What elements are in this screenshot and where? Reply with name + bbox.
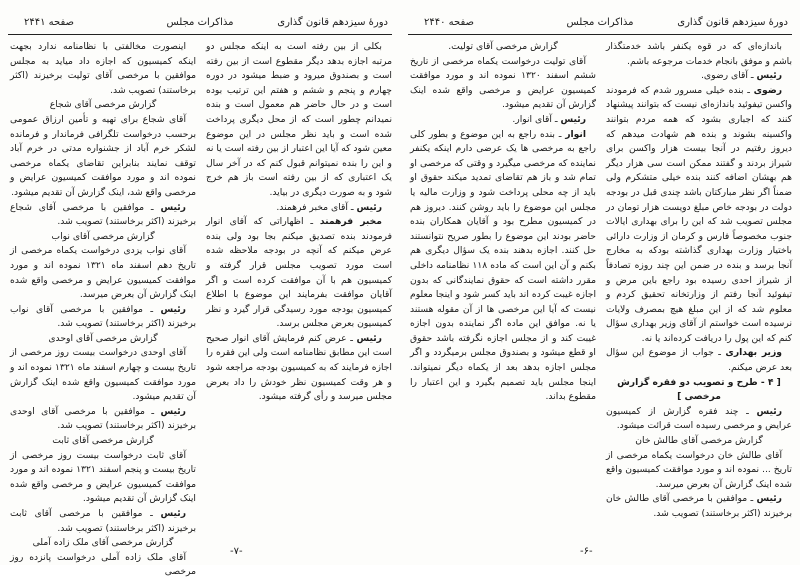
page-footer-number: -۷- [230,546,243,557]
speaker-paragraph [410,113,596,128]
speaker-paragraph [10,201,196,230]
body-paragraph: باندازه‌ای که در قوه یکنفر باشد خدمتگذار باشم و موفق بانجام خدمات مرجوعه باشم. [606,41,792,67]
page-2440 [400,0,800,565]
report-heading: گزارش مرخصی آقای اوحدی [48,332,158,344]
journal-title: مذاکرات مجلس [566,17,634,28]
body-paragraph: آقای ثابت درخواست بیست روز مرخصی از تاریخ بیست و پنجم اسفند ۱۳۲۱ نموده اند و مورد موافقت کمیسیون عرایض و مرخصی واقع شده اینک گزارش آن تقدیم میشود. [10,449,196,505]
dash-separator: ـ [747,70,757,82]
speaker-name: رئیس [356,332,382,344]
speaker-paragraph [206,215,392,332]
body-paragraph: آقای تولیت درخواست یکماه مرخصی از تاریخ ششم اسفند ۱۳۲۰ نموده اند و مورد موافقت کمیسیون عرایض و مرخصی واقع شده اینک گزارش آن تقدیم میشود. [410,55,597,111]
report-heading: گزارش مرخصی آقای تولیت. [448,41,558,52]
dash-separator: ـ [554,128,566,140]
speech-text: بنده خیلی مسرور شدم که فرمودند واکسن تیفوئید باندازه‌ای نیست که بتوانند پیشنهاد کنند که اجباری بشود که همه مردم بتوانند واکسینه بشوند و بنده هم شهادت میدهم که دیروز رفتیم در آنجا بیست هزار واکسن برای شیراز بردند و گفتند ممکن است سی هزار دیگر هم بهشان اضافه کنند بنده خیلی متشکرم ولی ضمناً اگر نظر مبارکتان باشد چندی قبل در بودجه دولت در بودجه خاص مبلغ دویست هزار تومان در مجلس تصویب شد که این را برای بهداری ایالات جنوب مخصوصاً فارس و کرمان از وزارت دارائی باختیار وزارت بهداری گذاشته بودکه به مخارج آنجا برسد و بنده در ضمن این چند روزه تصادفاً از شیراز احدی رسیده بود راجع باین مرض و تیفوئید آنجا رفتم از وزارتخانه تحقیق کردم و معلوم شد که از این مبلغ هیچ بمصرف ولایات نرسیده است خواستم از آقای وزیر بهداری سؤال کنم که این پول را دریافت کرده‌اند یا نه. [606,84,792,344]
speech-text: موافقین با مرخصی آقای طالش خان برخیزند (اکثر برخاستند) تصویب شد. [606,493,792,519]
speaker-name: انوار [565,128,586,140]
report-heading: گزارش مرخصی آقای طالش خان [635,435,763,447]
journal-title: مذاکرات مجلس [166,17,234,28]
speech-text: موافقین با مرخصی آقای اوحدی برخیزند (اکثر برخاستند) تصویب شد. [10,405,196,432]
page-number: صفحه ۲۴۴۰ [424,17,475,28]
speaker-paragraph [410,128,596,405]
page-2441 [0,0,400,578]
body-paragraph: آقای طالش خان درخواست یکماه مرخصی از تاریخ ... نموده اند و مورد موافقت کمیسیون واقع شده اینک گزارش آن بعرض میرسد. [606,449,792,490]
page-header [12,17,388,33]
report-heading: گزارش مرخصی آقای ملک زاده آملی [32,537,174,549]
speech-text: موافقین با مرخصی آقای نواب برخیزند (اکثر برخاستند) تصویب شد. [10,303,196,330]
dash-separator: ـ [144,201,161,213]
dash-separator: ـ [142,303,161,315]
body-paragraph: آقای ملک زاده آملی درخواست پانزده روز مرخصی [10,551,196,578]
dash-separator: ـ [303,216,320,228]
speaker-paragraph [606,405,792,434]
speaker-name: رئیس [560,113,586,125]
speaker-paragraph [206,332,392,405]
speaker-paragraph [606,69,792,84]
dash-separator: ـ [747,493,757,505]
page-number: صفحه ۲۴۴۱ [24,17,75,28]
speaker-paragraph [10,405,196,434]
speaker-paragraph [10,303,196,332]
speaker-name: رئیس [160,303,186,315]
speaker-name: مخبر فرهمند [319,216,382,228]
body-paragraph: آقای اوحدی درخواست بیست روز مرخصی از تاریخ بیست و چهارم اسفند ماه ۱۳۲۱ نموده اند و مورد موافقت کمیسیون واقع شده اینک گزارش آن تقدیم میشود. [10,347,196,403]
body-paragraph: اینصورت مخالفتی با نظامنامه ندارد بجهت اینکه کمیسیون که اجازه داد میاید به مجلس موافقین با مرخصی آقای تولیت برخیزند (اکثر برخاستند) تصویب شد. [10,41,196,96]
speech-text: چند فقره گزارش از کمیسیون عرایض و مرخصی رسیده است قرائت میشود. [606,405,792,432]
body-paragraph: آقای نواب یزدی درخواست یکماه مرخصی از تاریخ دهم اسفند ماه ۱۳۲۱ نموده اند و مورد موافقت کمیسیون عرایض و مرخصی واقع شده اینک گزارش آن بعرض میرسد. [10,245,196,301]
dash-separator: ـ [738,405,757,417]
speaker-name: رئیس [756,405,782,417]
speaker-paragraph [10,507,196,536]
speaker-paragraph [606,84,792,347]
dash-separator: ـ [551,113,561,125]
page-footer-number: -۶- [580,546,593,557]
column-left [410,40,596,530]
speech-text: آقای انوار. [512,113,552,125]
header-rule [8,34,392,35]
speaker-name: رئیس [160,201,186,213]
session-title: دورهٔ سیزدهم قانون گذاری [677,17,788,28]
column-right [206,40,392,530]
speaker-name: رئیس [756,493,782,505]
speaker-name: رئیس [756,70,782,82]
speech-text: جواب از موضوع این سؤال بعد عرض میکنم. [606,347,792,374]
dash-separator: ـ [713,347,726,359]
report-heading: گزارش مرخصی آقای شجاع [49,99,157,111]
session-title: دورهٔ سیزدهم قانون گذاری [277,17,388,28]
speaker-paragraph [606,346,792,375]
speaker-name: رئیس [160,405,186,417]
body-paragraph: آقای شجاع برای تهیه و تأمین ارزاق عمومی برحسب درخواست تلگرافی فرماندار و فرمانده لشکر خرم آباد از جشنواره مدتی در خرم آباد توقف نمایند بنابراین تقاضای یکماه مرخصی نموده اند و مورد موافقت کمیسیون عرایض و مرخصی واقع شد، اینک گزارش آن تقدیم میشود. [10,113,196,198]
speech-text: اظهاراتی که آقای انوار فرمودند بنده تصدیق میکنم بجا بود ولی بنده عرض میکنم که آنچه در بودجه ملاحظه شده است مورد تصویب مجلس قرار گرفته و کمیسیون هم با آن موافقت کرده است و اگر آقایان موافقت بفرمایند این موضوع با اطلاع کمیسیون بودجه مورد رسیدگی قرار گیرد و نظر کمیسیون بعرض مجلس برسد. [206,216,392,330]
dash-separator: ـ [743,84,754,96]
dash-separator: ـ [346,332,357,344]
speech-text: آقای مخبر فرهمند. [276,201,348,213]
body-paragraph: بکلی از بین رفته است به اینکه مجلس دو مرتبه اجازه بدهد دیگر مقطوع است از بین رفته است و بصندوق میرود و ضبط میشود در دوره چهارم و پنجم و ششم و هفتم این ترتیب بوده است و در حال حاضر هم معمول است و بنده نمیدانم چطور است که از محل دیگری پرداخت شده است و باید نظر مجلس در این موضوع معین شود که آیا این اعتبار از بین رفته است یا نه و این را بنده نمیتوانم قبول کنم که در آخر سال یک اعتباری که از بین رفته است باز هم خرج شود و به صورت دیگری در بیاید. [206,41,392,198]
dash-separator: ـ [142,508,161,519]
speech-text: بنده راجع به این موضوع و بطور کلی راجع به مرخصی ها یک عرضی دارم اینکه یکنفر نماینده که مرخصی میگیرد و وقتی که مرخصی او تمام شد و باز هم تقاضای تمدید میکند حقوق او باید از چه محلی پرداخت شود و وزارت مالیه یا مجلس این موضوع را باید روشن کنند. دیروز هم در کمیسیون مطرح بود و آقایان همکاران بنده حاضر بودند این موضوع را بطور صریح نتوانستند حل کنند. اجازه بدهند بنده یک سؤال دیگری هم بکنم و آن این است که ماده ۱۱۸ نظامنامه داخلی مقرر داشته است که حقوق نمایندگانی که بدون اجازه غیبت کرده اند باید کسر شود و اینجا معلوم نیست که آیا این مرخصی ها از آن مقوله هستند یا نه. موافق این ماده اگر نماینده بدون اجازه غیبت کند و از مجلس اجازه نگرفته باشد حقوق او قطع میشود و بصندوق مجلس برمیگردد و اگر مجلس اجازه بدهد بعد از یکماه دیگر نمیتواند. اینجا مجلس باید تصمیم بگیرد و این اعتبار را مقطوع بداند. [410,128,596,403]
column-right [606,40,792,530]
column-left [10,40,196,578]
speech-text: موافقین با مرخصی آقای ثابت برخیزند (اکثر برخاستند) تصویب شد. [10,508,196,534]
report-heading: گزارش مرخصی آقای نواب [51,230,155,242]
speaker-name: رئیس [356,201,382,213]
speaker-name: وزیر بهداری [725,347,782,359]
section-title: [ ۴ - طرح و تصویب دو فقره گزارش مرخصی ] [617,376,781,403]
speech-text: عرض کنم فرمایش آقای انوار صحیح است این مطابق نظامنامه است ولی این فقره را اجازه فرمایند که به کمیسیون بودجه مراجعه شود و هر وقت کمیسیون نظر خودش را داد بعرض مجلس میرسد و رأی گرفته میشود. [206,332,392,403]
speaker-paragraph [606,492,792,521]
speaker-paragraph [206,201,392,216]
header-rule [408,34,792,35]
dash-separator: ـ [347,201,357,213]
report-heading: گزارش مرخصی آقای ثابت [52,435,154,447]
speaker-name: رئیس [160,508,186,519]
speech-text: آقای رضوی. [701,70,748,82]
speaker-name: رضوی [753,84,782,96]
page-header [412,17,788,33]
speech-text: موافقین با مرخصی آقای شجاع برخیزند (اکثر برخاستند) تصویب شد. [10,201,196,228]
dash-separator: ـ [144,405,161,417]
